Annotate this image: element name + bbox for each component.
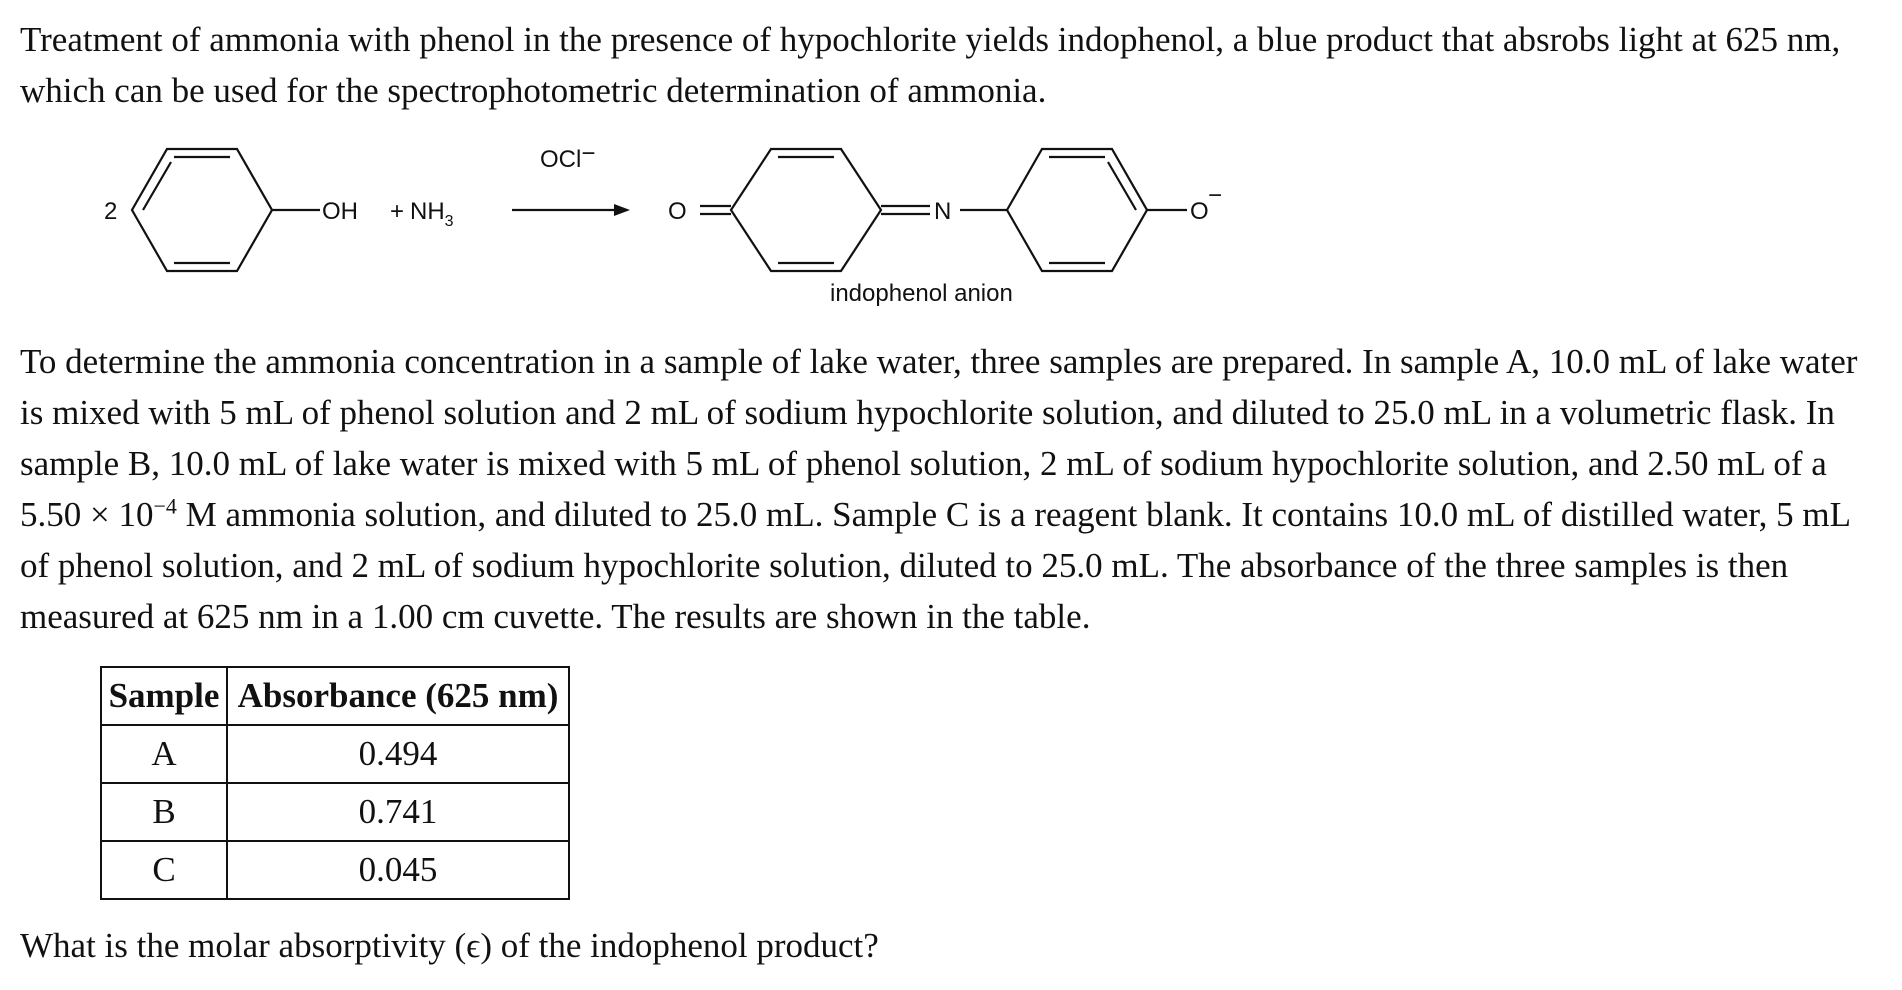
table-row (101, 783, 569, 841)
quinone-ring (700, 149, 1007, 271)
absorbance-cell: 0.494 (227, 725, 569, 783)
table-row (101, 841, 569, 899)
column-header-absorbance: Absorbance (625 nm) (227, 667, 569, 725)
reaction-arrow (512, 204, 630, 216)
ammonia-label: $NH_3$ (410, 198, 454, 230)
imine-nitrogen: N (934, 198, 952, 225)
hypochlorite-reagent: OCl− (540, 140, 596, 173)
product-label: indophenol anion (830, 280, 1013, 307)
hydroxyl-label: OH (322, 198, 358, 225)
sample-cell: B (101, 783, 227, 841)
phenol-ring (132, 149, 320, 271)
oxide-charge: − (1208, 182, 1223, 209)
sample-cell: C (101, 841, 227, 899)
plus-sign: + (390, 198, 405, 225)
oxo-atom: O (668, 198, 687, 225)
absorbance-cell: 0.741 (227, 783, 569, 841)
table-row (101, 725, 569, 783)
absorbance-table (100, 666, 570, 900)
phenoxide-ring (1007, 149, 1187, 271)
reaction-scheme (0, 135, 1902, 315)
sample-cell: A (101, 725, 227, 783)
procedure-text-part2: M ammonia solution, and diluted to 25.0 mL. Sample C is a reagent blank. It contains 10.0 mL of distilled water, 5 mL of phenol solution, and 2 mL of sodium hypochlorite solution, diluted to 25.0 mL. The absorbance of the three samples is then measured at 625 nm in a 1.00 cm cuvette. The results are shown in the table. (20, 495, 1850, 636)
column-header-sample: Sample (101, 667, 227, 725)
procedure-text-part1: To determine the ammonia concentration in a sample of lake water, three samples are prepared. In sample A, 10.0 mL of lake water is mixed with 5 mL of phenol solution and 2 mL of sodium hypochlorite solution, and diluted to 25.0 mL in a volumetric flask. In sample B, 10.0 mL of lake water is mixed with 5 mL of phenol solution, 2 mL of sodium hypochlorite solution, and 2.50 mL of a 5.50 × 10 (20, 342, 1858, 534)
absorbance-cell: 0.045 (227, 841, 569, 899)
question-text: What is the molar absorptivity (ϵ) of the indophenol product? (20, 926, 879, 965)
table-header-row (101, 667, 569, 725)
procedure-paragraph (20, 336, 1880, 642)
stoichiometric-coefficient: 2 (104, 198, 118, 225)
intro-paragraph: Treatment of ammonia with phenol in the presence of hypochlorite yields indophenol, a blue product that absrobs light at 625 nm, which can be used for the spectrophotometric determination of ammonia. (20, 20, 1841, 110)
concentration-exponent: −4 (153, 493, 177, 519)
oxide-atom: O (1190, 198, 1209, 225)
